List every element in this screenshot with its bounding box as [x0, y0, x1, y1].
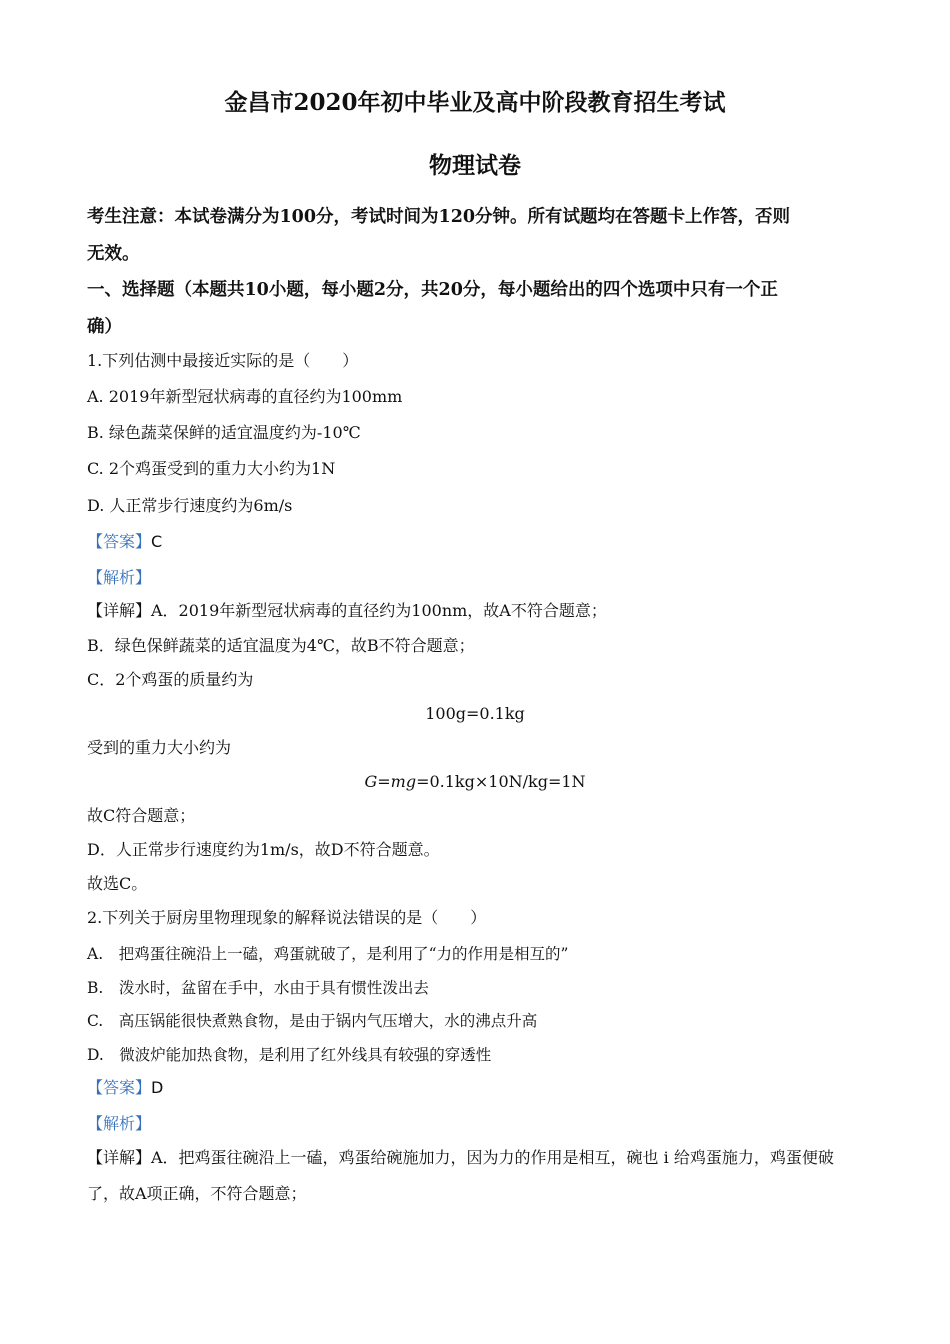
exam-title: 金昌市2020年初中毕业及高中阶段教育招生考试	[224, 89, 726, 116]
q2-option-a: A. 把鸡蛋往碗沿上一磕，鸡蛋就破了，是利用了“力的作用是相互的”	[87, 945, 569, 963]
q2-detail-line-1: 【详解】A．把鸡蛋往碗沿上一磕，鸡蛋给碗施加力，因为力的作用是相互，碗也 i 给鸡蛋施力，鸡蛋便破	[87, 1148, 834, 1167]
notice-line-2: 无效。	[87, 244, 140, 264]
q2-stem: 2.下列关于厨房里物理现象的解释说法错误的是（ ）	[87, 908, 487, 927]
q1-detail-a: 【详解】A．2019年新型冠状病毒的直径约为100nm，故A不符合题意；	[87, 601, 607, 620]
q1-formula-mass: 100g=0.1kg	[425, 704, 525, 723]
q1-detail-c: C．2个鸡蛋的质量约为	[87, 670, 254, 689]
q2-answer	[87, 1077, 877, 1099]
symbol-mg: mg	[390, 772, 417, 791]
q2-option-c: C. 高压锅能很快煮熟食物，是由于锅内气压增大，水的沸点升高	[87, 1012, 538, 1030]
q1-analysis-label: 【解析】	[87, 568, 152, 587]
q1-gravity-text: 受到的重力大小约为	[87, 738, 232, 757]
q1-stem: 1.下列估测中最接近实际的是（ ）	[87, 351, 359, 370]
q2-option-b: B. 泼水时，盆留在手中，水由于具有惯性泼出去	[87, 979, 429, 997]
q1-option-b: B. 绿色蔬菜保鲜的适宜温度约为-10℃	[87, 423, 361, 442]
q1-detail-tail-2: D．人正常步行速度约为1m/s，故D不符合题意。	[87, 840, 440, 859]
q1-option-a: A. 2019年新型冠状病毒的直径约为100mm	[87, 387, 403, 406]
answer-label: 【答案】	[87, 532, 152, 551]
q1-option-c: C. 2个鸡蛋受到的重力大小约为1N	[87, 459, 336, 478]
answer-label: 【答案】	[87, 1078, 152, 1097]
answer-value: C	[151, 532, 163, 551]
q2-option-d: D. 微波炉能加热食物，是利用了红外线具有较强的穿透性	[87, 1046, 492, 1064]
formula-rest: =0.1kg×10N/kg=1N	[416, 772, 586, 791]
q1-option-d: D. 人正常步行速度约为6m/s	[87, 496, 293, 515]
symbol-g: G	[364, 772, 378, 791]
q2-analysis-label: 【解析】	[87, 1114, 152, 1133]
section-heading-line-1: 一、选择题（本题共10小题，每小题2分，共20分，每小题给出的四个选项中只有一个正	[87, 280, 778, 300]
q1-formula-gravity	[0, 771, 950, 793]
q2-detail-line-2: 了，故A项正确，不符合题意；	[87, 1184, 307, 1203]
exam-subtitle: 物理试卷	[429, 152, 521, 179]
answer-value: D	[151, 1078, 164, 1097]
notice-line-1: 考生注意：本试卷满分为100分，考试时间为120分钟。所有试题均在答题卡上作答，否则	[87, 207, 791, 227]
section-heading-line-2: 确）	[87, 317, 122, 337]
q1-detail-tail-1: 故C符合题意；	[87, 806, 196, 825]
q1-detail-b: B．绿色保鲜蔬菜的适宜温度为4℃，故B不符合题意；	[87, 636, 475, 655]
equals-sign: =	[377, 772, 391, 791]
q1-answer	[87, 531, 877, 553]
q1-detail-tail-3: 故选C。	[87, 874, 148, 893]
